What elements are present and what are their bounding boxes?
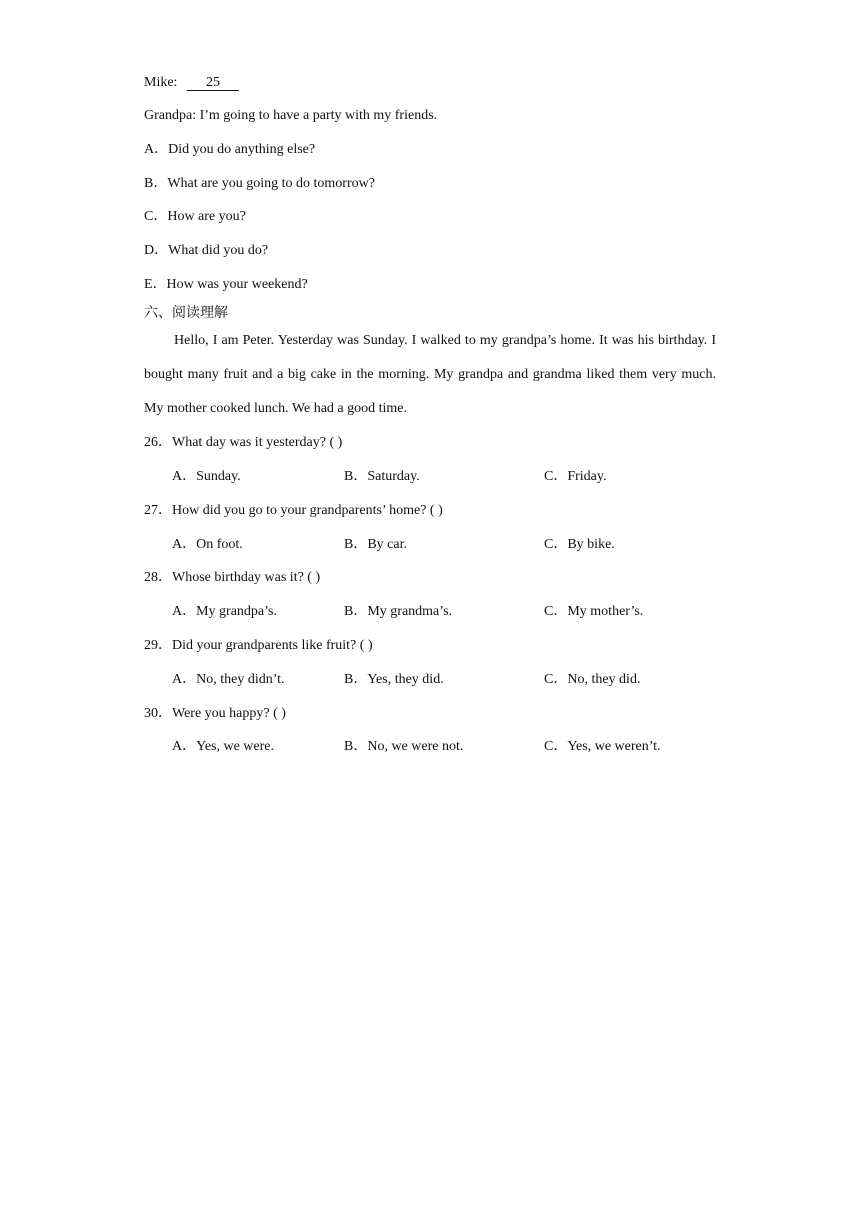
mike-label: Mike: — [144, 75, 178, 90]
question-26-options — [172, 468, 732, 486]
grandpa-line: Grandpa: I’m going to have a party with my friends. — [144, 108, 438, 123]
option-a: A．Sunday. — [172, 469, 241, 484]
option-a: A．No, they didn’t. — [172, 672, 285, 687]
question-30: 30．Were you happy? ( ) — [144, 706, 286, 721]
question-27: 27．How did you go to your grandparents’ home? ( ) — [144, 503, 443, 518]
answer-blank-25: 25 — [187, 76, 239, 91]
question-27-options — [172, 536, 732, 554]
answer-option-d: D．What did you do? — [144, 243, 269, 258]
question-30-options — [172, 738, 732, 756]
option-c: C．No, they did. — [544, 672, 641, 687]
answer-option-a: A．Did you do anything else? — [144, 142, 316, 157]
option-b: B．No, we were not. — [344, 739, 464, 754]
option-b: B．Saturday. — [344, 469, 420, 484]
question-29: 29．Did your grandparents like fruit? ( ) — [144, 638, 373, 653]
option-a: A．My grandpa’s. — [172, 604, 277, 619]
question-28: 28．Whose birthday was it? ( ) — [144, 570, 321, 585]
question-28-options — [172, 603, 732, 621]
option-a: A．On foot. — [172, 537, 243, 552]
answer-option-e: E．How was your weekend? — [144, 277, 308, 292]
reading-passage: Hello, I am Peter. Yesterday was Sunday. I walked to my grandpa’s home. It was his birthday. I bought many fruit and a big cake in the morning. My grandpa and grandma liked them very much. My mother cooked lunch. We had a good time. — [144, 333, 716, 416]
mike-line — [144, 74, 239, 92]
section-title-reading: 六、阅读理解 — [144, 305, 228, 321]
answer-option-c: C．How are you? — [144, 209, 246, 224]
option-b: B．My grandma’s. — [344, 604, 453, 619]
answer-option-b: B．What are you going to do tomorrow? — [144, 176, 375, 191]
option-a: A．Yes, we were. — [172, 739, 275, 754]
option-b: B．Yes, they did. — [344, 672, 444, 687]
option-c: C．Friday. — [544, 469, 607, 484]
option-c: C．Yes, we weren’t. — [544, 739, 661, 754]
option-c: C．By bike. — [544, 537, 615, 552]
option-c: C．My mother’s. — [544, 604, 644, 619]
question-29-options — [172, 671, 732, 689]
question-26: 26．What day was it yesterday? ( ) — [144, 435, 343, 450]
option-b: B．By car. — [344, 537, 407, 552]
